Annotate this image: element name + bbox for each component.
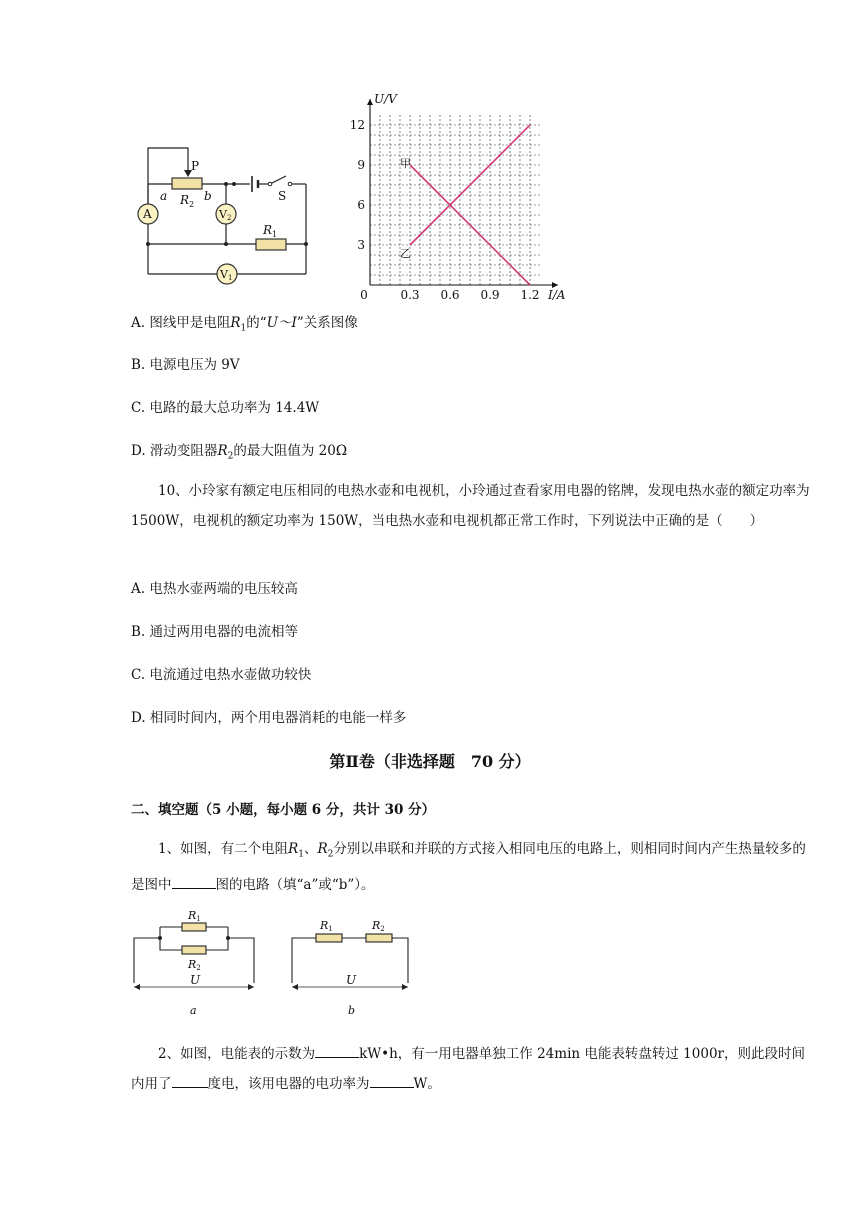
q9-option-d: [131, 439, 347, 462]
q9-option-d-sub: 2: [227, 451, 234, 462]
fill1-answer-blank[interactable]: [172, 876, 216, 889]
ammeter-label: A: [143, 207, 152, 221]
r1-sub: 1: [272, 230, 278, 239]
fill1-part2: 分别以串联和并联的方式接入相同电压的电路上，则相同时间内产生热量较多的是图中: [131, 841, 806, 893]
fill1-r2-sub: 2: [327, 849, 334, 860]
q10-option-d: D. 相同时间内，两个用电器消耗的电能一样多: [131, 710, 407, 726]
q9-option-b: B. 电源电压为 9V: [131, 357, 240, 373]
b-r1-sub: 1: [328, 925, 333, 933]
fill1-sep: 、: [304, 841, 318, 857]
y-axis-label: U/V: [374, 92, 397, 106]
circuit-diagram-b: [288, 905, 418, 1020]
series-label-0: 甲: [400, 157, 411, 170]
svg-text:R1: [319, 919, 333, 933]
fill2-answer-blank-1[interactable]: [315, 1045, 359, 1058]
circuit-diagram-1: [130, 140, 320, 290]
fill1-r1-sub: 1: [298, 849, 304, 860]
a-r1-sub: 1: [196, 915, 201, 923]
section-title: 第Ⅱ卷（非选择题 70 分）: [329, 752, 531, 771]
r2-label: R: [180, 193, 190, 207]
q9-option-a-var: R: [230, 315, 241, 331]
b-caption: b: [348, 1004, 356, 1017]
q10-option-c: C. 电流通过电热水壶做功较快: [131, 667, 312, 683]
fill2-answer-blank-3[interactable]: [370, 1075, 414, 1088]
a-u-label: U: [190, 973, 201, 987]
q9-option-a-text: A. 图线甲是电阻: [131, 315, 231, 331]
fill-question-2: [131, 1039, 811, 1099]
q10-option-b: B. 通过两用电器的电流相等: [131, 624, 299, 640]
switch-s-label: S: [278, 189, 287, 203]
q9-option-c: C. 电路的最大总功率为 14.4W: [131, 400, 320, 416]
a-r2-sub: 2: [196, 964, 201, 972]
q9-option-d-var: R: [217, 443, 228, 459]
end-b-label: b: [204, 189, 212, 203]
fill2-part4: W。: [413, 1076, 441, 1092]
x-tick-label: 0.9: [480, 288, 500, 302]
fill2-part2: kW•h，有一用电器单独工作 24min 电能表转盘转过 1000r，则此段时间内用了: [131, 1046, 805, 1092]
voltmeter-v2-label: V: [219, 208, 227, 221]
fill1-r2: R: [317, 841, 328, 857]
b-r2-label: R: [372, 919, 381, 932]
q9-option-a-end: ”关系图像: [296, 315, 358, 331]
y-axis-arrow: [367, 99, 373, 105]
y-tick-label: 3: [357, 238, 365, 252]
q10-option-a: A. 电热水壶两端的电压较高: [131, 581, 298, 597]
a-r2-label: R: [188, 958, 197, 971]
svg-text:R1: [187, 909, 201, 923]
u-i-chart: [349, 92, 580, 305]
q9-option-a-sub: 1: [240, 323, 247, 334]
voltmeter-v2-sub: 2: [226, 214, 232, 222]
end-a-label: a: [160, 189, 168, 203]
x-axis-label: I/A: [548, 288, 566, 302]
fill-question-1: [131, 834, 811, 900]
voltmeter-v1-label: V: [220, 268, 228, 281]
q9-option-a-tail: 的“: [246, 315, 267, 331]
voltmeter-v1-sub: 1: [227, 274, 233, 282]
fill1-part1: 1、如图，有二个电阻: [158, 841, 289, 857]
svg-text:R2: [187, 958, 201, 972]
svg-text:R2: [371, 919, 385, 933]
y-tick-label: 9: [357, 158, 365, 172]
q9-option-a-ui: U～I: [266, 315, 297, 331]
fill2-part1: 2、如图，电能表的示数为: [158, 1046, 316, 1062]
q9-option-a: [131, 311, 358, 334]
y-tick-label: 6: [357, 198, 365, 212]
b-u-label: U: [346, 973, 357, 987]
x-tick-label: 0.3: [400, 288, 420, 302]
series-label-1: 乙: [400, 247, 411, 260]
b-r2-sub: 2: [380, 925, 385, 933]
q9-option-d-text: D. 滑动变阻器: [131, 443, 218, 459]
fill1-part3: 图的电路（填“a”或“b”）。: [215, 876, 375, 893]
section-subtitle: 二、填空题（5 小题，每小题 6 分，共计 30 分）: [131, 802, 436, 818]
slider-p-label: P: [191, 159, 200, 173]
y-tick-label: 12: [349, 118, 365, 132]
b-r1-label: R: [320, 919, 329, 932]
fill2-part3: 度电，该用电器的电功率为: [207, 1076, 370, 1092]
fill1-r1: R: [288, 841, 299, 857]
a-caption: a: [190, 1004, 197, 1017]
x-tick-label: 0.6: [440, 288, 460, 302]
a-r1-label: R: [188, 909, 197, 922]
circuit-diagram-a: [130, 905, 265, 1020]
svg-text:R2: [179, 193, 194, 209]
fill2-answer-blank-2[interactable]: [172, 1075, 208, 1088]
q9-option-d-end: 的最大阻值为 20Ω: [233, 443, 348, 459]
r1-label: R: [263, 223, 273, 237]
x-tick-label: 1.2: [520, 288, 540, 302]
origin-label: 0: [360, 288, 368, 302]
q10-stem: 10、小玲家有额定电压相同的电热水壶和电视机，小玲通过查看家用电器的铭牌，发现电热水壶的额定功率为 1500W，电视机的额定功率为 150W，当电热水壶和电视机都正常工作时，下列说法中正确的是（ ）: [131, 483, 810, 529]
svg-text:R1: [262, 223, 277, 239]
r2-sub: 2: [189, 200, 195, 209]
